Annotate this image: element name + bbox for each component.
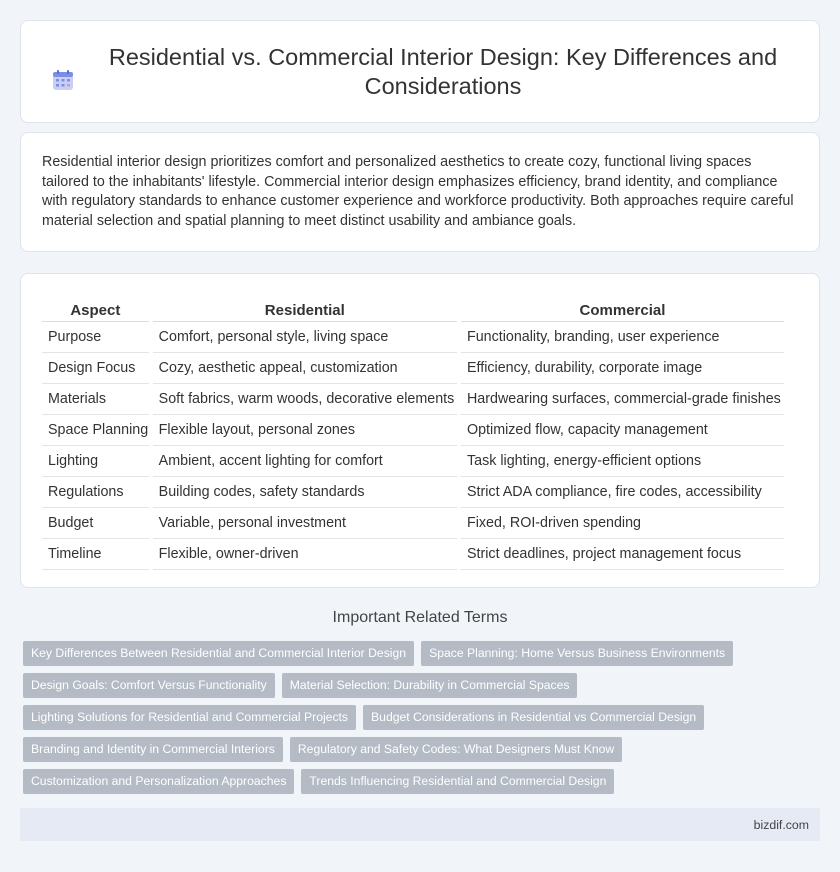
related-term-tag[interactable]: Key Differences Between Residential and Commercial Interior Design <box>23 641 414 666</box>
table-row <box>42 415 784 446</box>
comparison-card <box>20 273 820 588</box>
cell-aspect: Design Focus <box>42 353 149 384</box>
related-term-tag[interactable]: Customization and Personalization Approaches <box>23 769 294 794</box>
cell-aspect: Lighting <box>42 446 149 477</box>
header-residential: Residential <box>153 294 457 322</box>
cell-commercial: Fixed, ROI-driven spending <box>461 508 784 539</box>
cell-residential: Soft fabrics, warm woods, decorative elements <box>153 384 457 415</box>
table-header-row <box>42 294 784 322</box>
table-row <box>42 539 784 570</box>
cell-residential: Flexible layout, personal zones <box>153 415 457 446</box>
related-terms-list <box>23 641 803 801</box>
related-term-tag[interactable]: Lighting Solutions for Residential and Commercial Projects <box>23 705 356 730</box>
cell-aspect: Materials <box>42 384 149 415</box>
cell-commercial: Functionality, branding, user experience <box>461 322 784 353</box>
site-link[interactable]: bizdif.com <box>753 817 809 832</box>
cell-residential: Cozy, aesthetic appeal, customization <box>153 353 457 384</box>
table-row <box>42 353 784 384</box>
cell-commercial: Efficiency, durability, corporate image <box>461 353 784 384</box>
cell-residential: Ambient, accent lighting for comfort <box>153 446 457 477</box>
footer <box>20 808 820 841</box>
related-term-tag[interactable]: Regulatory and Safety Codes: What Designers Must Know <box>290 737 622 762</box>
cell-commercial: Hardwearing surfaces, commercial-grade finishes <box>461 384 784 415</box>
intro-card <box>20 132 820 252</box>
comparison-table <box>38 294 788 570</box>
tag-row <box>23 737 803 763</box>
related-term-tag[interactable]: Trends Influencing Residential and Commercial Design <box>301 769 614 794</box>
table-row <box>42 446 784 477</box>
cell-residential: Flexible, owner-driven <box>153 539 457 570</box>
cell-residential: Building codes, safety standards <box>153 477 457 508</box>
cell-aspect: Purpose <box>42 322 149 353</box>
table-row <box>42 508 784 539</box>
related-term-tag[interactable]: Branding and Identity in Commercial Interiors <box>23 737 283 762</box>
tag-row <box>23 641 803 667</box>
related-term-tag[interactable]: Space Planning: Home Versus Business Environments <box>421 641 733 666</box>
cell-commercial: Optimized flow, capacity management <box>461 415 784 446</box>
related-terms-title: Important Related Terms <box>332 609 508 626</box>
cell-aspect: Space Planning <box>42 415 149 446</box>
cell-residential: Comfort, personal style, living space <box>153 322 457 353</box>
cell-aspect: Timeline <box>42 539 149 570</box>
calendar-icon <box>52 69 74 91</box>
cell-aspect: Regulations <box>42 477 149 508</box>
table-row <box>42 384 784 415</box>
table-row <box>42 477 784 508</box>
related-term-tag[interactable]: Material Selection: Durability in Commercial Spaces <box>282 673 578 698</box>
cell-commercial: Strict ADA compliance, fire codes, accessibility <box>461 477 784 508</box>
tag-row <box>23 769 803 795</box>
intro-text: Residential interior design prioritizes comfort and personalized aesthetics to create cozy, functional living spaces tailored to the inhabitants' lifestyle. Commercial interior design emphasizes efficiency, brand identity, and compliance with regulatory standards to enhance customer experience and workforce productivity. Both approaches require careful material selection and spatial planning to meet distinct usability and ambiance goals. <box>42 154 794 229</box>
title-card <box>20 20 820 123</box>
table-row <box>42 322 784 353</box>
page-title: Residential vs. Commercial Interior Design: Key Differences and Considerations <box>108 43 778 99</box>
cell-residential: Variable, personal investment <box>153 508 457 539</box>
cell-commercial: Strict deadlines, project management focus <box>461 539 784 570</box>
cell-aspect: Budget <box>42 508 149 539</box>
cell-commercial: Task lighting, energy-efficient options <box>461 446 784 477</box>
header-aspect: Aspect <box>42 294 149 322</box>
title-wrap <box>50 43 790 101</box>
related-term-tag[interactable]: Budget Considerations in Residential vs Commercial Design <box>363 705 704 730</box>
tag-row <box>23 673 803 699</box>
related-term-tag[interactable]: Design Goals: Comfort Versus Functionality <box>23 673 275 698</box>
tag-row <box>23 705 803 731</box>
header-commercial: Commercial <box>461 294 784 322</box>
